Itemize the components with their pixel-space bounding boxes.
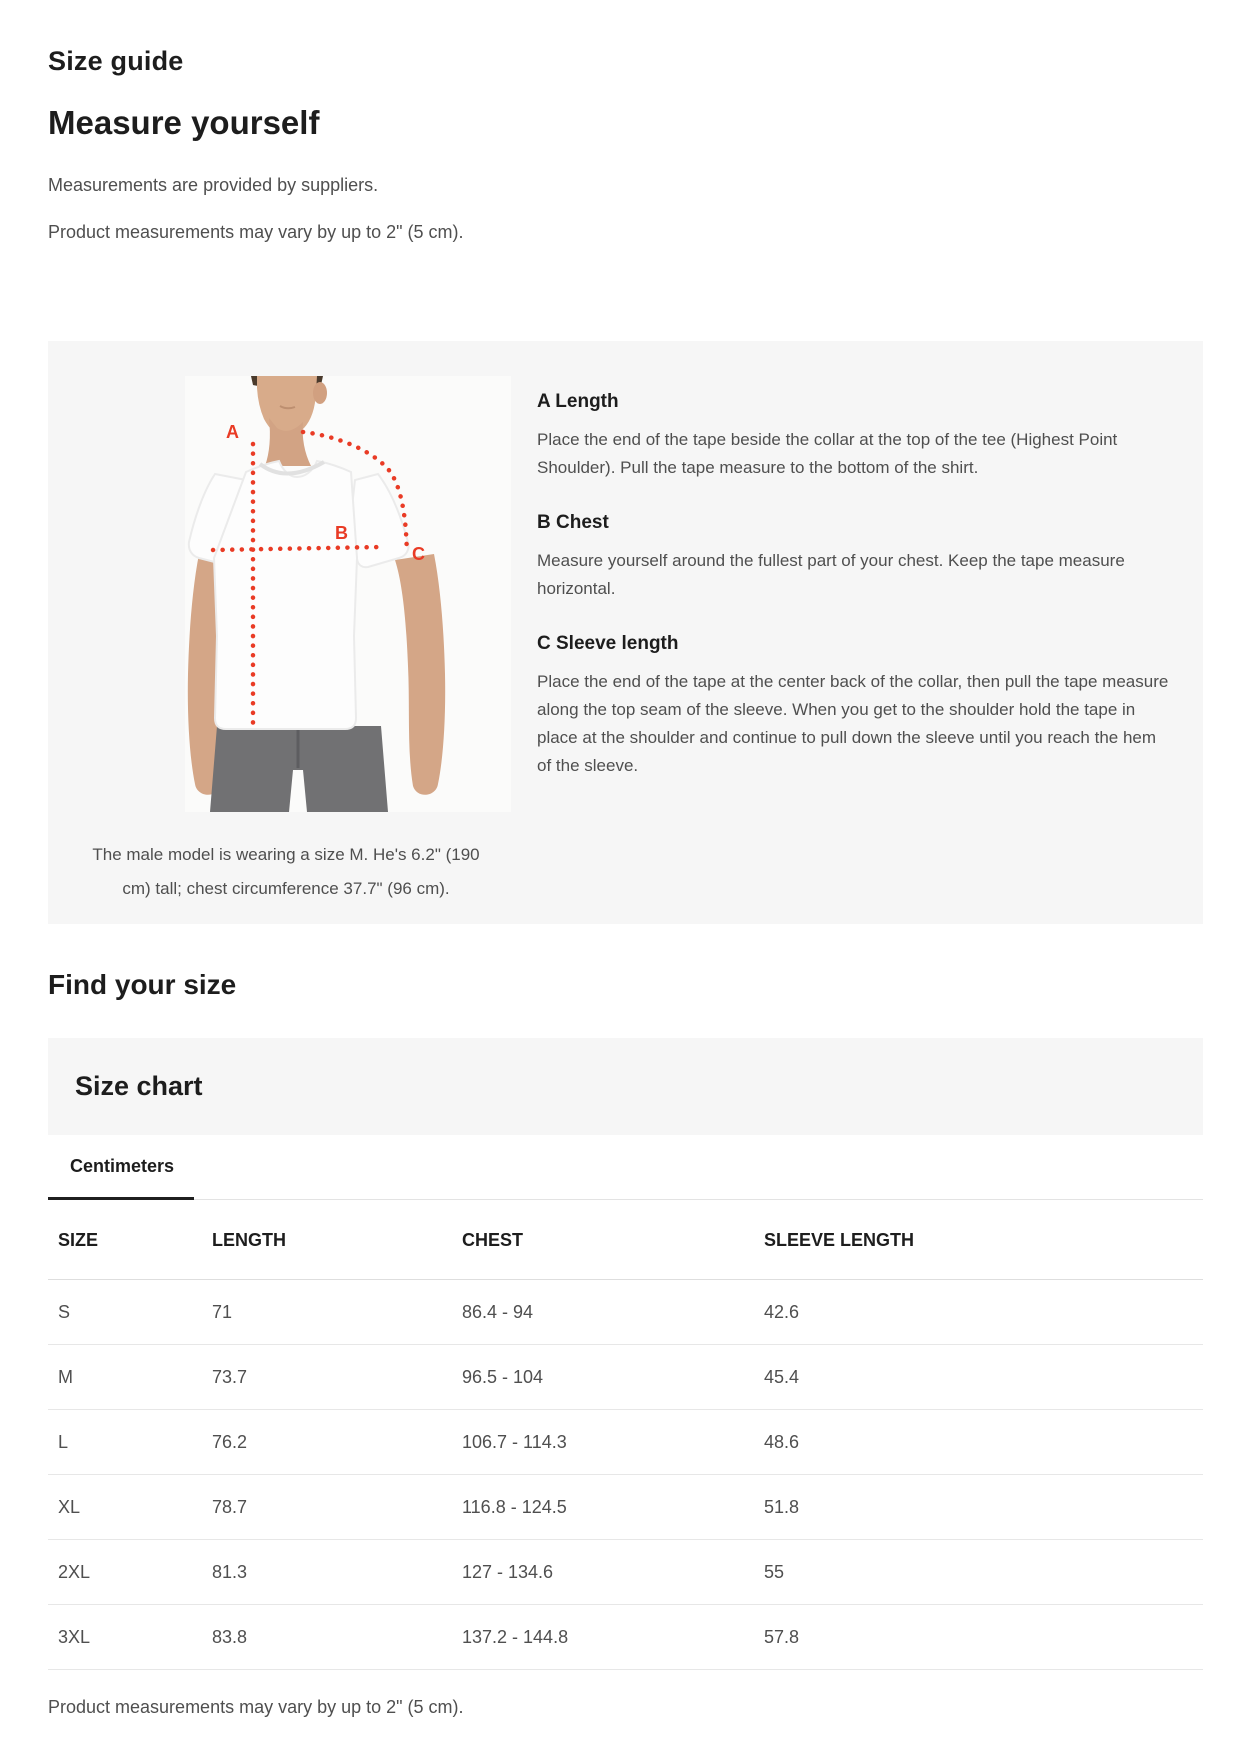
instruction-text: Place the end of the tape beside the collar at the top of the tee (Highest Point Shoulder). Pull the tape measure to the bottom of the shirt. xyxy=(537,430,1118,477)
table-cell: M xyxy=(48,1345,212,1410)
table-row xyxy=(48,1605,1203,1670)
table-cell: 71 xyxy=(212,1280,462,1345)
size-chart-header xyxy=(48,1038,1203,1135)
table-cell: 3XL xyxy=(48,1605,212,1670)
instruction-title: C Sleeve length xyxy=(537,633,679,654)
table-cell: 45.4 xyxy=(764,1345,1203,1410)
table-cell: 42.6 xyxy=(764,1280,1203,1345)
intro xyxy=(48,174,1203,244)
table-row xyxy=(48,1410,1203,1475)
table-row xyxy=(48,1540,1203,1605)
table-cell: 55 xyxy=(764,1540,1203,1605)
table-cell: 48.6 xyxy=(764,1410,1203,1475)
instruction-block xyxy=(537,633,1173,780)
column-header: SIZE xyxy=(48,1200,212,1280)
table-row xyxy=(48,1280,1203,1345)
diagram-label-b: B xyxy=(335,523,348,543)
column-header: SLEEVE LENGTH xyxy=(764,1200,1203,1280)
model-ear xyxy=(313,382,327,404)
size-chart-title: Size chart xyxy=(75,1071,203,1101)
column-header: CHEST xyxy=(462,1200,764,1280)
instruction-title: B Chest xyxy=(537,512,609,533)
table-cell: S xyxy=(48,1280,212,1345)
table-cell: 73.7 xyxy=(212,1345,462,1410)
column-header: LENGTH xyxy=(212,1200,462,1280)
intro-paragraph: Measurements are provided by suppliers. xyxy=(48,175,379,195)
table-cell: 137.2 - 144.8 xyxy=(462,1605,764,1670)
measurement-diagram xyxy=(185,376,511,812)
table-row xyxy=(48,1345,1203,1410)
unit-tabs xyxy=(48,1135,1203,1200)
table-cell: L xyxy=(48,1410,212,1475)
instruction-text: Place the end of the tape at the center back of the collar, then pull the tape measure along the top seam of the sleeve. When you get to the shoulder hold the tape in place at the shoulder and continue to pull down the sleeve until you reach the hem of the sleeve. xyxy=(537,672,1169,775)
tee-torso xyxy=(214,461,357,729)
measure-panel xyxy=(48,341,1203,924)
model-photo-column xyxy=(48,341,537,924)
table-cell: 127 - 134.6 xyxy=(462,1540,764,1605)
table-cell: 81.3 xyxy=(212,1540,462,1605)
table-cell: 2XL xyxy=(48,1540,212,1605)
measure-heading: Measure yourself xyxy=(48,104,320,141)
page-title: Size guide xyxy=(48,46,184,76)
diagram-label-a: A xyxy=(226,422,239,442)
find-size-heading: Find your size xyxy=(48,969,237,1000)
tab-centimeters[interactable]: Centimeters xyxy=(48,1135,194,1200)
size-table-body xyxy=(48,1280,1203,1670)
table-cell: 116.8 - 124.5 xyxy=(462,1475,764,1540)
table-cell: 57.8 xyxy=(764,1605,1203,1670)
table-cell: 76.2 xyxy=(212,1410,462,1475)
size-table xyxy=(48,1200,1203,1670)
table-row xyxy=(48,1475,1203,1540)
instruction-text: Measure yourself around the fullest part of your chest. Keep the tape measure horizontal. xyxy=(537,551,1125,598)
table-cell: 83.8 xyxy=(212,1605,462,1670)
table-cell: 78.7 xyxy=(212,1475,462,1540)
footnote: Product measurements may vary by up to 2" (5 cm). xyxy=(48,1697,464,1717)
table-cell: 51.8 xyxy=(764,1475,1203,1540)
instruction-title: A Length xyxy=(537,391,619,412)
instruction-block xyxy=(537,391,1173,482)
intro-paragraph: Product measurements may vary by up to 2" (5 cm). xyxy=(48,222,464,242)
diagram-label-c: C xyxy=(412,544,425,564)
model-caption: The male model is wearing a size M. He's 6.2" (190 cm) tall; chest circumference 37.7" (96 cm). xyxy=(92,845,480,898)
table-header-row xyxy=(48,1200,1203,1280)
instruction-block xyxy=(537,512,1173,603)
table-cell: 86.4 - 94 xyxy=(462,1280,764,1345)
table-cell: 106.7 - 114.3 xyxy=(462,1410,764,1475)
instructions xyxy=(537,341,1203,924)
table-cell: 96.5 - 104 xyxy=(462,1345,764,1410)
table-cell: XL xyxy=(48,1475,212,1540)
